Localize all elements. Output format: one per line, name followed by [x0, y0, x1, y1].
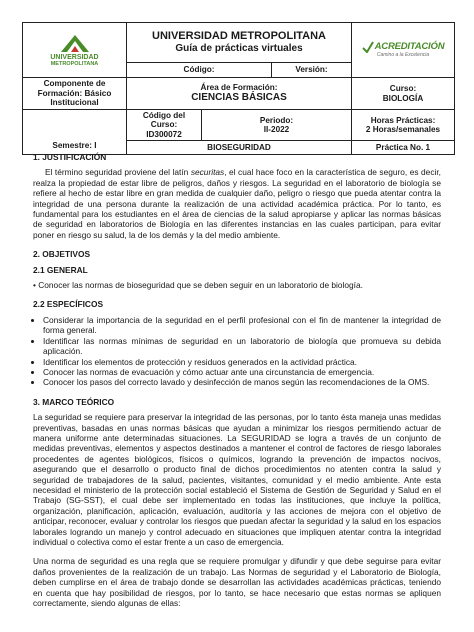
list-item: • Conocer los pasos del correcto lavado y desinfección de manos según las recomendaciones de la OMS.	[43, 377, 441, 387]
practica-title: BIOSEGURIDAD	[127, 141, 352, 155]
university-name: UNIVERSIDAD METROPOLITANA	[152, 29, 326, 42]
section-3-title: 3. MARCO TEÓRICO	[33, 396, 115, 407]
horas-value: 2 Horas/semanales	[365, 125, 441, 135]
codigo-curso-label: Código del Curso:	[142, 111, 186, 130]
curso-value: BIOLOGÍA	[382, 93, 424, 103]
header-table	[22, 22, 455, 155]
marco-teorico-paragraph-1: La seguridad se requiere para preservar la integridad de las personas, por lo tanto ésta maneja unas medidas preventivas, basadas en unas normas básicas que ayudan a minimizar los riesgos permitiendo actuar de manera uniforme ante determinadas situaciones. La SEGURIDAD se logra a través de un conjunto de medidas preventivas, elementos y aspectos destinados a mantener el control de factores de riesgo laborales procedentes de agentes biológicos, físicos o químicos, logrando la prevención de impactos nocivos, asegurando que el desarrollo o producto final de dichos procedimientos no atenten contra la salud y seguridad de trabajadores de la salud, pacientes, visitantes, comunidad y el medio ambiente. Ante esta necesidad el ministerio de la protección social estableció el Sistema de Gestión de Seguridad y Salud en el Trabajo (SG-SST), el cual debe ser implementado en todas las instituciones, que incluye la política, organización, planificación, aplicación, evaluación, auditoría y las acciones de mejora con el objetivo de anticipar, reconocer, evaluar y controlar los riesgos que puedan afectar la seguridad y la salud en los espacios laborales logrando un manejo y control adecuado en situaciones que impliquen atentar contra la integridad individual o colectiva como el estar frente a un caso de emergencia.	[33, 412, 441, 547]
list-item: • Conocer las normas de evacuación y cómo actuar ante una circunstancia de emergencia.	[43, 367, 441, 377]
section-2-2-title: 2.2 ESPECÍFICOS	[33, 299, 104, 310]
justificacion-text-a: El término seguridad proviene del latín	[45, 167, 191, 178]
logo-text-2: METROPOLITANA	[50, 61, 99, 68]
version-label: Versión:	[272, 63, 352, 78]
horas-cell	[352, 110, 455, 141]
componente-cell: Componente de Formación: Básico Institucional	[23, 78, 127, 110]
periodo-label: Periodo:	[259, 115, 294, 125]
periodo-cell	[202, 110, 352, 141]
specific-objectives-list	[33, 315, 441, 388]
university-logo	[25, 32, 124, 67]
area-value: CIENCIAS BÁSICAS	[191, 92, 287, 104]
general-objective: • Conocer las normas de bioseguridad que se deben seguir en un laboratorio de biología.	[33, 280, 363, 291]
guide-title: Guía de prácticas virtuales	[175, 43, 303, 55]
accreditation-logo	[354, 41, 452, 59]
university-crest-icon	[55, 32, 95, 54]
justificacion-paragraph	[33, 167, 441, 240]
list-item: • Identificar las normas mínimas de seguridad en un laboratorio de biología que promueva su debida aplicación.	[43, 336, 441, 357]
logo-text-1: UNIVERSIDAD	[50, 54, 99, 62]
general-objective-text: Conocer las normas de bioseguridad que se deben seguir en un laboratorio de biología.	[38, 280, 363, 291]
accreditation-word: ACREDITACIÓN	[374, 40, 445, 52]
marco-teorico-paragraph-2: Una norma de seguridad es una regla que se requiere promulgar y difundir y que debe seguirse para evitar daños provenientes de la realización de un trabajo. Las Normas de seguridad y el Laboratorio de Biología, deben cumplirse en el área de trabajo donde se desarrollan las actividades académicas prácticas, teniendo en cuenta que hay posibilidad de riesgos, por lo tanto, se hace necesario que estas normas se apliquen correctamente, siendo algunas de ellas:	[33, 556, 441, 609]
curso-label: Curso:	[389, 84, 417, 94]
area-cell	[127, 78, 352, 110]
title-cell	[127, 23, 352, 63]
horas-label: Horas Prácticas:	[370, 115, 436, 125]
practica-number: Práctica No. 1	[352, 141, 455, 155]
document-body	[33, 152, 441, 617]
curso-cell	[352, 78, 455, 110]
section-2-1-title: 2.1 GENERAL	[33, 264, 88, 275]
codigo-curso-value: ID300072	[146, 129, 182, 139]
periodo-value: II-2022	[263, 125, 290, 135]
section-1-title: 1. JUSTIFICACIÓN	[33, 152, 107, 162]
codigo-label: Código:	[127, 63, 272, 78]
justificacion-latin-term: securitas	[190, 167, 225, 178]
justificacion-text-b: , el cual hace foco en la característica de seguro, es decir, realza la propiedad de estar libre de peligros, daños y riesgos. La seguridad en el laboratorio de biología se refiere al hecho de estar libre en gran medida de cualquier daño, peligro o riesgo que pueda atentar contra la integridad de una persona durante la realización de una actividad académica práctica. Por lo tanto, es fundamental para los estudiantes en el área de ciencias de la salud apropiarse y aplicar las normas básicas de seguridad en laboratorios de Biología en las diferentes instancias en las cuales participan, para evitar poner en riesgo su salud, la de los demás y la del medio ambiente.	[33, 167, 441, 240]
semestre-cell: Semestre: I	[23, 110, 127, 155]
codigo-curso-cell	[127, 110, 202, 141]
section-2-title: 2. OBJETIVOS	[33, 249, 91, 260]
accreditation-logo-cell	[352, 23, 455, 78]
accreditation-check-icon	[362, 41, 374, 53]
area-label: Área de Formación:	[200, 83, 278, 93]
university-logo-cell	[23, 23, 127, 78]
accreditation-tagline: Camino a la Excelencia	[376, 52, 430, 59]
list-item: • Considerar la importancia de la seguridad en el perfil profesional con el fin de mantener la integridad de forma general.	[43, 315, 441, 336]
list-item: • Identificar los elementos de protección y residuos generados en la actividad práctica.	[43, 357, 441, 367]
